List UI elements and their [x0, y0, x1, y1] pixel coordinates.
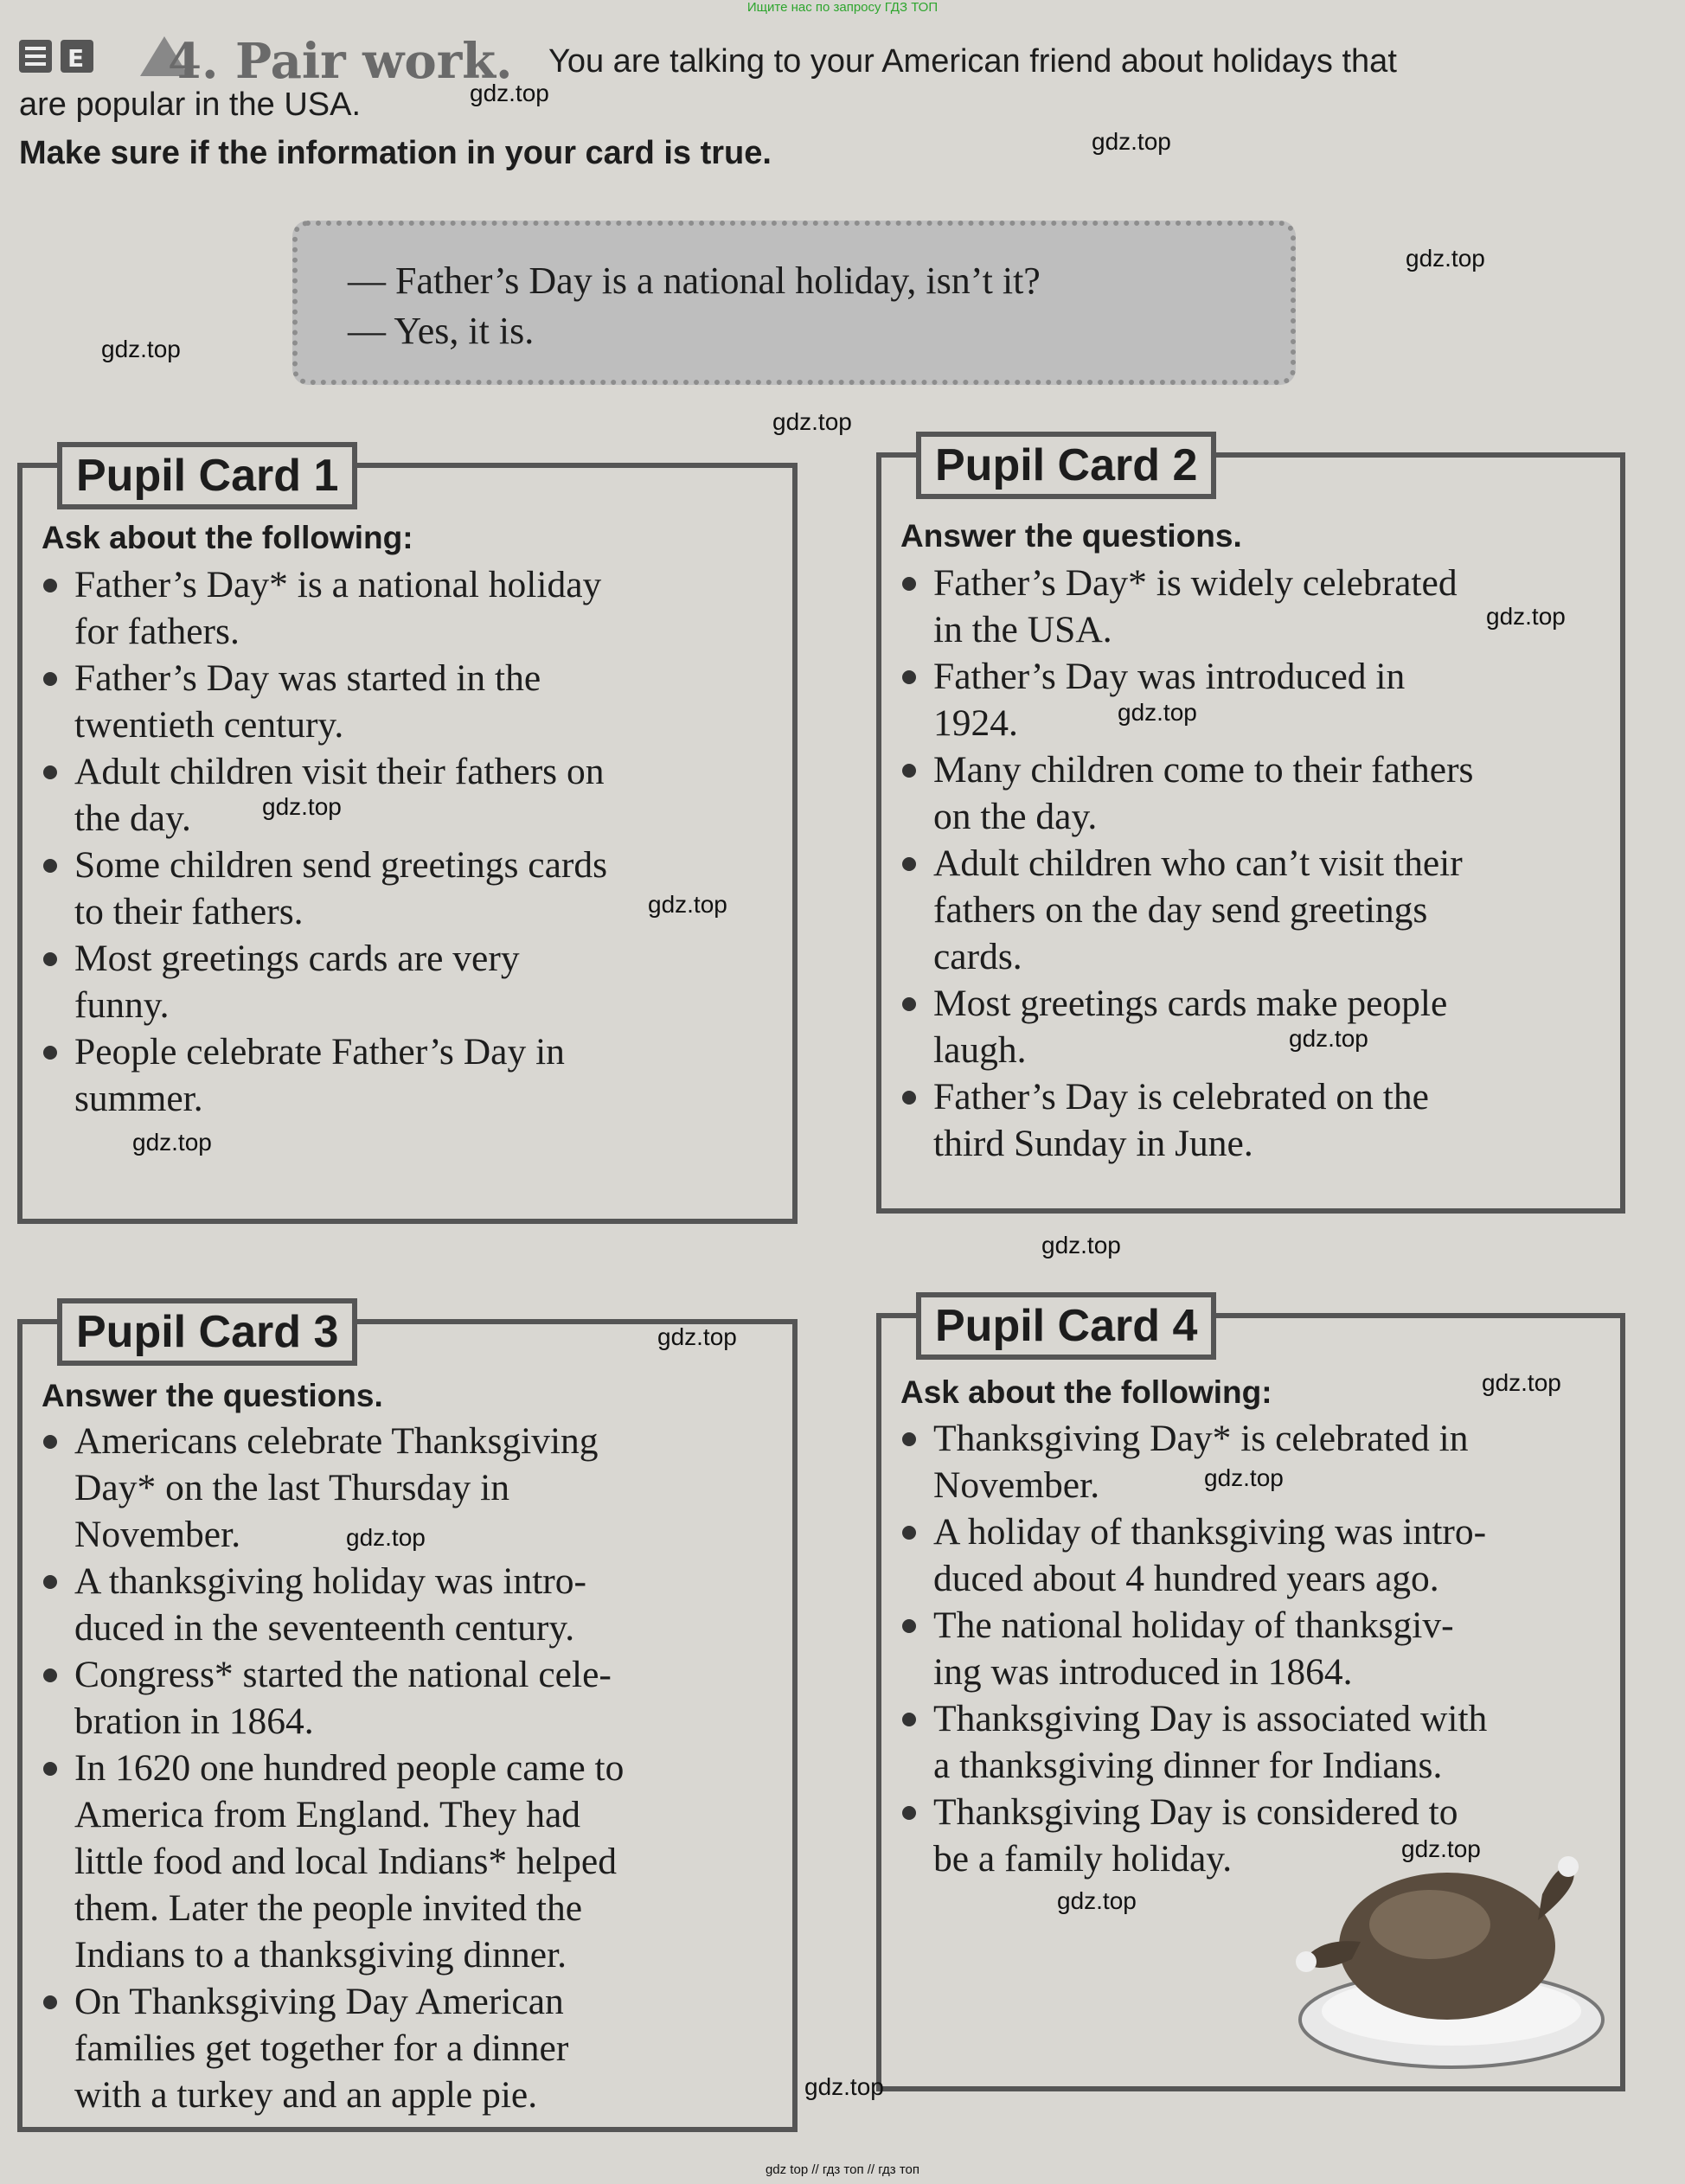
dialog-line: — Father’s Day is a national holiday, isn’t it? — [348, 259, 1041, 302]
bullet-icon — [43, 765, 57, 779]
exercise-e-icon: E — [61, 40, 93, 73]
card-item — [897, 1602, 1624, 1695]
card-items — [897, 560, 1624, 1167]
card-item-line: Most greetings cards make people — [933, 983, 1448, 1024]
bullet-icon — [43, 1995, 57, 2009]
card-item — [897, 980, 1624, 1073]
watermark: gdz.top — [804, 2073, 884, 2100]
card-item-line: Congress* started the national cele- — [74, 1654, 612, 1695]
card-item-line: to their fathers. — [74, 891, 304, 932]
dialog-line: — Yes, it is. — [348, 310, 535, 352]
card-item-line: cards. — [933, 936, 1022, 977]
bullet-icon — [902, 1526, 916, 1540]
card-item-line: summer. — [74, 1078, 203, 1119]
card-item-line: them. Later the people invited the — [74, 1887, 583, 1929]
bullet-icon — [43, 1762, 57, 1776]
watermark: gdz.top — [470, 80, 549, 106]
bullet-icon — [43, 1668, 57, 1682]
card-item-line: Father’s Day was started in the — [74, 657, 541, 699]
card-item — [897, 1695, 1624, 1789]
card-item-line: a thanksgiving dinner for Indians. — [933, 1745, 1443, 1786]
exercise-subtitle: Make sure if the information in your card is true. — [19, 135, 772, 171]
watermark: gdz.top — [1204, 1464, 1284, 1491]
card-item-line: People celebrate Father’s Day in — [74, 1031, 565, 1073]
card-item-line: Father’s Day* is a national holiday — [74, 564, 602, 605]
card-item — [897, 1415, 1624, 1508]
card-item-line: third Sunday in June. — [933, 1123, 1253, 1164]
bullet-icon — [902, 1806, 916, 1820]
bullet-icon — [902, 577, 916, 591]
bullet-icon — [902, 670, 916, 684]
watermark: gdz.top — [772, 408, 852, 435]
card-item-line: on the day. — [933, 796, 1098, 837]
bullet-icon — [43, 1046, 57, 1060]
card-subtitle: Ask about the following: — [900, 1374, 1272, 1410]
card-item-line: in the USA. — [933, 609, 1112, 650]
card-item — [38, 1651, 791, 1745]
card-subtitle: Answer the questions. — [900, 518, 1242, 554]
watermark: gdz.top — [1486, 603, 1566, 630]
card-item-line: duced in the seventeenth century. — [74, 1607, 575, 1649]
bullet-icon — [43, 672, 57, 686]
card-item — [38, 935, 791, 1028]
card-item — [38, 748, 791, 842]
card-item — [897, 746, 1624, 840]
card-item — [897, 1073, 1624, 1167]
watermark: gdz.top — [346, 1524, 426, 1551]
exercise-title: Pair work. — [235, 33, 513, 90]
card-item-line: Americans celebrate Thanksgiving — [74, 1420, 599, 1462]
exercise-instruction: You are talking to your American friend about holidays that — [548, 43, 1397, 80]
exercise-number: 4. — [168, 33, 219, 90]
card-title: Pupil Card 3 — [57, 1298, 357, 1366]
top-banner: Ищите нас по запросу ГДЗ ТОП — [746, 0, 939, 15]
watermark: gdz.top — [657, 1323, 737, 1350]
watermark: gdz.top — [1406, 245, 1485, 272]
card-item-line: Thanksgiving Day* is celebrated in — [933, 1418, 1469, 1459]
card-item — [38, 561, 791, 655]
card-item-line: Father’s Day was introduced in — [933, 656, 1406, 697]
watermark: gdz.top — [1092, 128, 1171, 155]
card-item — [897, 840, 1624, 980]
card-item-line: Thanksgiving Day is associated with — [933, 1698, 1488, 1739]
card-item-line: Day* on the last Thursday in — [74, 1467, 509, 1508]
card-item-line: bration in 1864. — [74, 1700, 314, 1742]
card-title: Pupil Card 4 — [916, 1292, 1216, 1360]
watermark: gdz.top — [1041, 1232, 1121, 1259]
card-item-line: laugh. — [933, 1029, 1027, 1071]
bullet-icon — [43, 1575, 57, 1589]
card-item-line: families get together for a dinner — [74, 2027, 569, 2069]
card-item — [38, 842, 791, 935]
watermark: gdz.top — [1118, 699, 1197, 726]
card-item-line: for fathers. — [74, 611, 240, 652]
bullet-icon — [902, 1432, 916, 1446]
bullet-icon — [902, 764, 916, 778]
card-item — [38, 655, 791, 748]
card-item — [38, 1745, 791, 1978]
card-item-line: America from England. They had — [74, 1794, 581, 1835]
watermark: gdz.top — [101, 336, 181, 362]
card-item-line: A holiday of thanksgiving was intro- — [933, 1511, 1487, 1553]
card-item-line: duced about 4 hundred years ago. — [933, 1558, 1439, 1599]
card-item-line: On Thanksgiving Day American — [74, 1981, 564, 2022]
pupil-card-2 — [876, 440, 1625, 1214]
watermark: gdz.top — [262, 793, 342, 820]
bullet-icon — [902, 1619, 916, 1633]
card-subtitle: Answer the questions. — [42, 1378, 383, 1413]
card-item-line: Indians to a thanksgiving dinner. — [74, 1934, 567, 1976]
card-item-line: funny. — [74, 984, 170, 1026]
card-item-line: A thanksgiving holiday was intro- — [74, 1560, 587, 1602]
card-item-line: 1924. — [933, 702, 1018, 744]
bullet-icon — [43, 952, 57, 966]
card-item-line: Some children send greetings cards — [74, 844, 608, 886]
card-item-line: Most greetings cards are very — [74, 938, 520, 979]
watermark: gdz.top — [1401, 1835, 1481, 1862]
watermark: gdz.top — [132, 1129, 212, 1156]
card-title: Pupil Card 2 — [916, 432, 1216, 499]
bullet-icon — [43, 859, 57, 873]
card-item-line: Adult children visit their fathers on — [74, 751, 605, 792]
pupil-card-1 — [17, 451, 798, 1224]
card-item-line: fathers on the day send greetings — [933, 889, 1428, 931]
bullet-icon — [43, 579, 57, 592]
card-item-line: be a family holiday. — [933, 1838, 1233, 1880]
card-item-line: Adult children who can’t visit their — [933, 842, 1463, 884]
exercise-instruction-cont: are popular in the USA. — [19, 86, 362, 123]
card-item-line: Father’s Day is celebrated on the — [933, 1076, 1429, 1118]
bullet-icon — [902, 997, 916, 1011]
card-item-line: The national holiday of thanksgiv- — [933, 1604, 1454, 1646]
card-item-line: November. — [933, 1464, 1100, 1506]
bullet-icon — [902, 1713, 916, 1726]
example-dialog — [292, 221, 1296, 385]
card-item-line: Thanksgiving Day is considered to — [933, 1791, 1458, 1833]
card-item-line: ing was introduced in 1864. — [933, 1651, 1353, 1693]
bullet-icon — [902, 857, 916, 871]
card-item-line: Many children come to their fathers — [933, 749, 1474, 791]
bullet-icon — [43, 1435, 57, 1449]
card-subtitle: Ask about the following: — [42, 520, 413, 555]
watermark: gdz.top — [1057, 1887, 1137, 1914]
card-item — [38, 1978, 791, 2118]
card-item — [38, 1028, 791, 1122]
card-item — [897, 653, 1624, 746]
card-item-line: twentieth century. — [74, 704, 344, 746]
listening-icon — [19, 40, 52, 73]
pupil-card-3 — [17, 1307, 798, 2132]
card-title: Pupil Card 1 — [57, 442, 357, 509]
card-item-line: Father’s Day* is widely celebrated — [933, 562, 1458, 604]
card-item-line: with a turkey and an apple pie. — [74, 2074, 538, 2116]
watermark: gdz.top — [1289, 1025, 1368, 1052]
bottom-banner: gdz top // гдз топ // гдз топ — [765, 2162, 920, 2177]
card-items — [38, 561, 791, 1122]
watermark: gdz.top — [1482, 1369, 1561, 1396]
card-items — [38, 1418, 791, 2118]
card-item — [38, 1558, 791, 1651]
bullet-icon — [902, 1091, 916, 1105]
card-item-line: November. — [74, 1514, 241, 1555]
watermark: gdz.top — [648, 891, 727, 918]
card-item-line: In 1620 one hundred people came to — [74, 1747, 625, 1789]
card-item-line: little food and local Indians* helped — [74, 1841, 617, 1882]
card-item — [897, 1508, 1624, 1602]
card-item-line: the day. — [74, 797, 191, 839]
